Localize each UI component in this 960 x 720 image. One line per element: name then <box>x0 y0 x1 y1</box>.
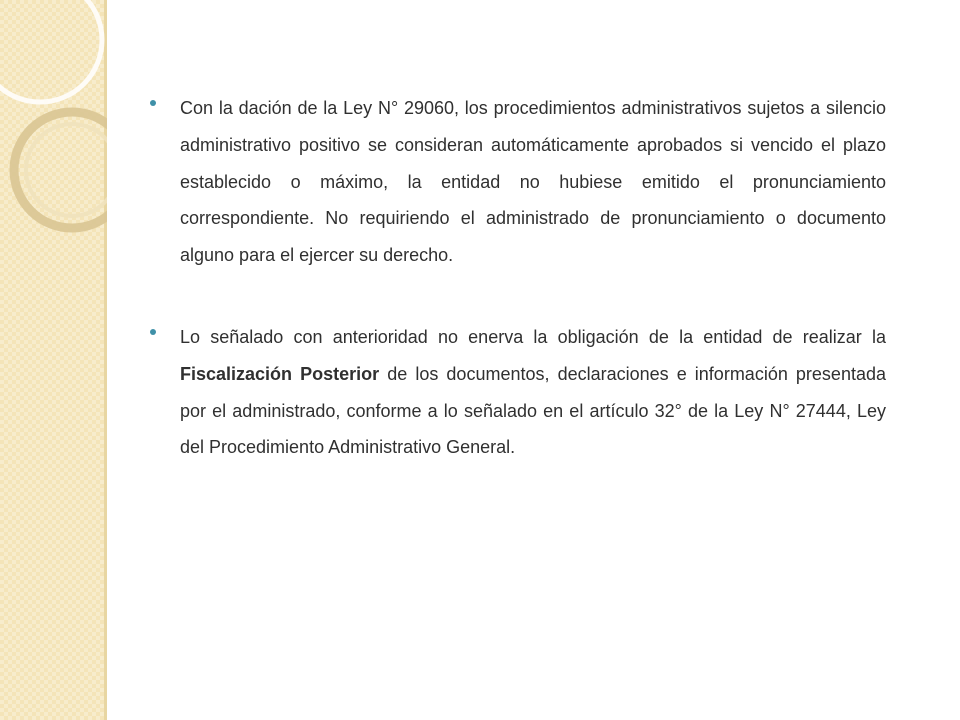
bullet-text-bold: Fiscalización Posterior <box>180 363 380 384</box>
slide-content <box>150 90 886 511</box>
bullet-item-fiscalizacion <box>150 319 886 466</box>
lower-ring-inner <box>26 124 107 216</box>
bullet-dot-icon <box>150 100 156 106</box>
bullet-text-before: Lo señalado con anterioridad no enerva la obligación de la entidad de realizar la <box>180 326 886 347</box>
upper-ring <box>0 0 102 102</box>
bullet-item-silencio-positivo <box>150 90 886 274</box>
bullet-text: Con la dación de la Ley N° 29060, los procedimientos administrativos sujetos a silencio administrativo positivo se consideran automáticamente aprobados si vencido el plazo establecido o máximo, la entidad no hubiese emitido el pronunciamiento correspondiente. No requiriendo el administrado de pronunciamiento o documento alguno para el ejercer su derecho. <box>180 98 886 266</box>
bullet-text-after: de los documentos, declaraciones e información presentada por el administrado, conforme a lo señalado en el artículo 32° de la Ley N° 27444, Ley del Procedimiento Administrativo General. <box>180 363 886 458</box>
decorative-rings <box>0 0 107 260</box>
bullet-text <box>180 319 886 466</box>
bullet-dot-icon <box>150 329 156 335</box>
